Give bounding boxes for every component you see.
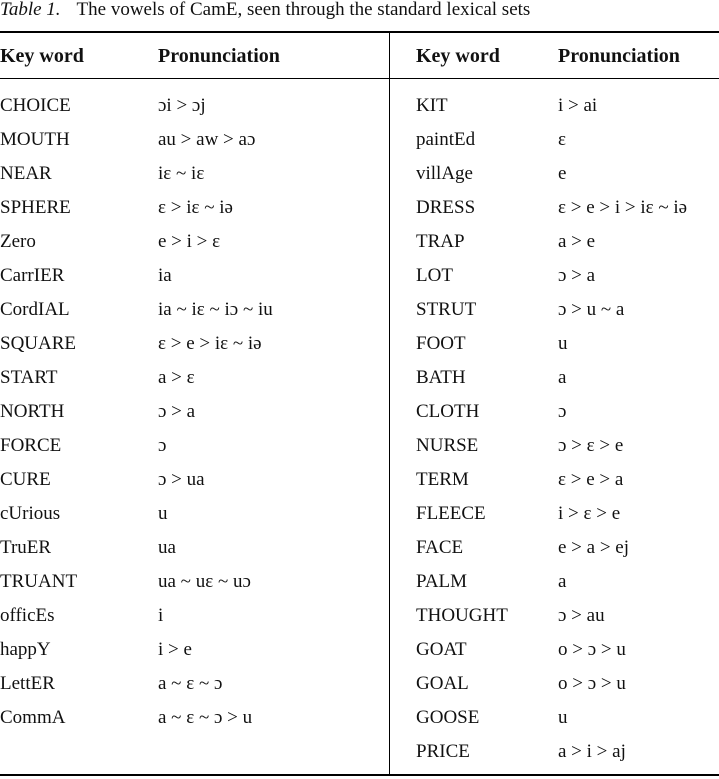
header-right-key-word: Key word [416,45,500,67]
right-pronunciation-cell: i > ai [558,95,598,116]
left-key-word-cell: LettER [0,673,55,694]
left-pronunciation-cell: ɛ > iɛ ~ iə [158,197,233,218]
table-label: Table 1. [0,0,61,20]
left-key-word-cell: CordIAL [0,299,70,320]
right-key-word-cell: FOOT [416,333,466,354]
left-pronunciation-cell: ɔ > ua [158,469,205,490]
header-left-key-word: Key word [0,45,84,67]
left-key-word-cell: happY [0,639,51,660]
right-pronunciation-cell: a [558,367,567,388]
left-pronunciation-cell: ua [158,537,176,558]
left-pronunciation-cell: ua ~ uɛ ~ uɔ [158,571,251,592]
table-bottom-rule [0,774,719,776]
column-separator [389,32,390,774]
left-pronunciation-cell: ia [158,265,172,286]
left-pronunciation-cell: a ~ ɛ ~ ɔ > u [158,707,253,728]
left-pronunciation-cell: ɔi > ɔj [158,95,206,116]
table-title: The vowels of CamE, seen through the standard lexical sets [76,0,531,20]
left-pronunciation-cell: a > ɛ [158,367,195,388]
right-key-word-cell: PRICE [416,741,470,762]
left-key-word-cell: Zero [0,231,36,252]
left-pronunciation-cell: ɔ > a [158,401,196,422]
left-key-word-cell: NEAR [0,163,52,184]
right-key-word-cell: BATH [416,367,466,388]
left-pronunciation-cell: ɛ > e > iɛ ~ iə [158,333,262,354]
right-pronunciation-cell: ɛ [558,129,566,150]
right-key-word-cell: TERM [416,469,469,490]
left-pronunciation-cell: i [158,605,164,626]
right-pronunciation-cell: u [558,333,568,354]
right-pronunciation-cell: o > ɔ > u [558,673,626,694]
right-key-word-cell: NURSE [416,435,479,456]
right-key-word-cell: THOUGHT [416,605,508,626]
table-top-rule [0,31,719,33]
left-pronunciation-cell: au > aw > aɔ [158,129,256,150]
right-key-word-cell: GOOSE [416,707,480,728]
left-key-word-cell: CURE [0,469,51,490]
left-pronunciation-cell: a ~ ɛ ~ ɔ [158,673,223,694]
left-pronunciation-cell: iɛ ~ iɛ [158,163,205,184]
left-key-word-cell: MOUTH [0,129,70,150]
right-key-word-cell: villAge [416,163,473,184]
left-pronunciation-cell: ia ~ iɛ ~ iɔ ~ iu [158,299,273,320]
right-pronunciation-cell: e > a > ej [558,537,630,558]
right-key-word-cell: GOAT [416,639,467,660]
right-pronunciation-cell: i > ɛ > e [558,503,621,524]
right-key-word-cell: FACE [416,537,464,558]
right-key-word-cell: LOT [416,265,453,286]
right-pronunciation-cell: ɔ > a [558,265,596,286]
left-key-word-cell: SPHERE [0,197,71,218]
header-right-pronunciation: Pronunciation [558,45,680,67]
table-caption [0,0,530,24]
right-pronunciation-cell: ɔ [558,401,567,422]
right-pronunciation-cell: ɛ > e > a [558,469,624,490]
right-key-word-cell: paintEd [416,129,476,150]
left-pronunciation-cell: ɔ [158,435,167,456]
right-key-word-cell: GOAL [416,673,469,694]
header-left-pronunciation: Pronunciation [158,45,280,67]
left-key-word-cell: FORCE [0,435,62,456]
left-key-word-cell: cUrious [0,503,61,524]
left-key-word-cell: CarrIER [0,265,65,286]
right-key-word-cell: FLEECE [416,503,486,524]
right-pronunciation-cell: o > ɔ > u [558,639,626,660]
right-pronunciation-cell: a [558,571,567,592]
right-pronunciation-cell: ɔ > au [558,605,605,626]
left-key-word-cell: officEs [0,605,55,626]
left-key-word-cell: NORTH [0,401,65,422]
right-pronunciation-cell: ɔ > ɛ > e [558,435,624,456]
right-key-word-cell: TRAP [416,231,465,252]
left-key-word-cell: SQUARE [0,333,77,354]
left-key-word-cell: CommA [0,707,66,728]
right-pronunciation-cell: ɔ > u ~ a [558,299,625,320]
left-key-word-cell: TruER [0,537,52,558]
left-key-word-cell: START [0,367,58,388]
left-key-word-cell: CHOICE [0,95,71,116]
right-pronunciation-cell: ɛ > e > i > iɛ ~ iə [558,197,688,218]
left-pronunciation-cell: i > e [158,639,192,660]
left-pronunciation-cell: u [158,503,168,524]
right-key-word-cell: DRESS [416,197,476,218]
right-pronunciation-cell: e [558,163,567,184]
table-header-rule [0,78,719,79]
right-pronunciation-cell: a > e [558,231,596,252]
right-pronunciation-cell: a > i > aj [558,741,626,762]
left-key-word-cell: TRUANT [0,571,78,592]
right-key-word-cell: CLOTH [416,401,480,422]
right-key-word-cell: PALM [416,571,468,592]
right-pronunciation-cell: u [558,707,568,728]
right-key-word-cell: KIT [416,95,448,116]
right-key-word-cell: STRUT [416,299,477,320]
left-pronunciation-cell: e > i > ɛ [158,231,221,252]
